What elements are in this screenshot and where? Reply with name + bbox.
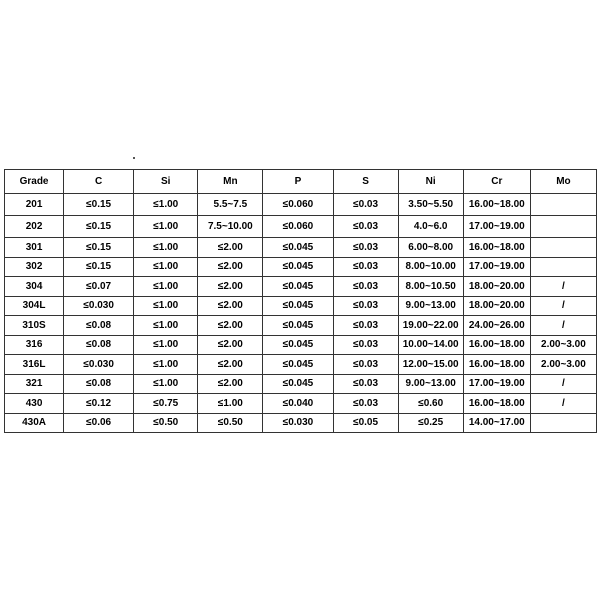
cell-mn: ≤2.00: [198, 374, 263, 394]
cell-mn: 5.5~7.5: [198, 194, 263, 216]
cell-mn: ≤2.00: [198, 238, 263, 258]
stray-dot-mark: [133, 157, 135, 159]
cell-mo: /: [530, 277, 596, 297]
header-ni: Ni: [398, 170, 463, 194]
cell-ni: 4.0~6.0: [398, 216, 463, 238]
cell-si: ≤1.00: [134, 316, 198, 336]
cell-mn: ≤1.00: [198, 394, 263, 414]
cell-cr: 16.00~18.00: [463, 355, 530, 375]
cell-cr: 16.00~18.00: [463, 335, 530, 355]
cell-p: ≤0.045: [263, 374, 333, 394]
cell-cr: 17.00~19.00: [463, 374, 530, 394]
cell-c: ≤0.08: [64, 316, 134, 336]
cell-grade: 310S: [5, 316, 64, 336]
cell-ni: ≤0.60: [398, 394, 463, 414]
cell-cr: 16.00~18.00: [463, 238, 530, 258]
cell-c: ≤0.12: [64, 394, 134, 414]
cell-grade: 301: [5, 238, 64, 258]
cell-mn: ≤2.00: [198, 335, 263, 355]
cell-grade: 316L: [5, 355, 64, 375]
cell-mn: ≤2.00: [198, 277, 263, 297]
cell-c: ≤0.030: [64, 355, 134, 375]
cell-p: ≤0.045: [263, 296, 333, 316]
cell-si: ≤0.75: [134, 394, 198, 414]
cell-mo: [530, 216, 596, 238]
cell-c: ≤0.15: [64, 257, 134, 277]
cell-ni: 9.00~13.00: [398, 296, 463, 316]
cell-p: ≤0.030: [263, 413, 333, 433]
cell-mn: 7.5~10.00: [198, 216, 263, 238]
cell-s: ≤0.03: [333, 355, 398, 375]
cell-cr: 18.00~20.00: [463, 277, 530, 297]
cell-ni: 10.00~14.00: [398, 335, 463, 355]
cell-mn: ≤2.00: [198, 316, 263, 336]
cell-ni: 9.00~13.00: [398, 374, 463, 394]
header-grade: Grade: [5, 170, 64, 194]
cell-si: ≤1.00: [134, 374, 198, 394]
header-p: P: [263, 170, 333, 194]
cell-c: ≤0.06: [64, 413, 134, 433]
cell-grade: 321: [5, 374, 64, 394]
cell-ni: 6.00~8.00: [398, 238, 463, 258]
cell-cr: 14.00~17.00: [463, 413, 530, 433]
cell-mn: ≤2.00: [198, 257, 263, 277]
table-row: [5, 257, 597, 277]
cell-mn: ≤0.50: [198, 413, 263, 433]
cell-cr: 24.00~26.00: [463, 316, 530, 336]
table-row: [5, 394, 597, 414]
header-mn: Mn: [198, 170, 263, 194]
cell-s: ≤0.03: [333, 316, 398, 336]
cell-s: ≤0.03: [333, 277, 398, 297]
cell-mn: ≤2.00: [198, 355, 263, 375]
cell-ni: 8.00~10.00: [398, 257, 463, 277]
cell-cr: 17.00~19.00: [463, 257, 530, 277]
cell-mo: 2.00~3.00: [530, 355, 596, 375]
header-s: S: [333, 170, 398, 194]
stainless-steel-composition-table: [4, 169, 597, 433]
cell-c: ≤0.15: [64, 238, 134, 258]
cell-s: ≤0.03: [333, 257, 398, 277]
cell-grade: 304L: [5, 296, 64, 316]
table-row: [5, 277, 597, 297]
cell-si: ≤0.50: [134, 413, 198, 433]
cell-si: ≤1.00: [134, 257, 198, 277]
cell-grade: 202: [5, 216, 64, 238]
cell-mo: /: [530, 296, 596, 316]
cell-p: ≤0.060: [263, 194, 333, 216]
cell-si: ≤1.00: [134, 194, 198, 216]
table-row: [5, 238, 597, 258]
cell-mo: /: [530, 316, 596, 336]
cell-mo: [530, 238, 596, 258]
cell-p: ≤0.060: [263, 216, 333, 238]
table-row: [5, 413, 597, 433]
cell-ni: 3.50~5.50: [398, 194, 463, 216]
cell-grade: 201: [5, 194, 64, 216]
header-cr: Cr: [463, 170, 530, 194]
cell-c: ≤0.030: [64, 296, 134, 316]
cell-mo: /: [530, 374, 596, 394]
cell-p: ≤0.045: [263, 238, 333, 258]
header-si: Si: [134, 170, 198, 194]
cell-s: ≤0.05: [333, 413, 398, 433]
cell-grade: 430: [5, 394, 64, 414]
cell-ni: 12.00~15.00: [398, 355, 463, 375]
cell-s: ≤0.03: [333, 216, 398, 238]
cell-s: ≤0.03: [333, 374, 398, 394]
cell-mo: /: [530, 394, 596, 414]
cell-si: ≤1.00: [134, 296, 198, 316]
cell-mo: [530, 194, 596, 216]
header-row: [5, 170, 597, 194]
cell-c: ≤0.07: [64, 277, 134, 297]
cell-mo: [530, 257, 596, 277]
cell-p: ≤0.045: [263, 257, 333, 277]
table-row: [5, 194, 597, 216]
cell-s: ≤0.03: [333, 238, 398, 258]
cell-si: ≤1.00: [134, 335, 198, 355]
table-row: [5, 335, 597, 355]
cell-mn: ≤2.00: [198, 296, 263, 316]
table-row: [5, 374, 597, 394]
cell-grade: 304: [5, 277, 64, 297]
cell-c: ≤0.15: [64, 216, 134, 238]
cell-si: ≤1.00: [134, 216, 198, 238]
table-row: [5, 355, 597, 375]
cell-grade: 316: [5, 335, 64, 355]
cell-s: ≤0.03: [333, 394, 398, 414]
cell-si: ≤1.00: [134, 238, 198, 258]
cell-c: ≤0.15: [64, 194, 134, 216]
cell-ni: ≤0.25: [398, 413, 463, 433]
cell-s: ≤0.03: [333, 335, 398, 355]
cell-c: ≤0.08: [64, 374, 134, 394]
cell-ni: 19.00~22.00: [398, 316, 463, 336]
cell-cr: 16.00~18.00: [463, 194, 530, 216]
cell-cr: 17.00~19.00: [463, 216, 530, 238]
cell-si: ≤1.00: [134, 355, 198, 375]
cell-cr: 16.00~18.00: [463, 394, 530, 414]
cell-c: ≤0.08: [64, 335, 134, 355]
cell-grade: 430A: [5, 413, 64, 433]
cell-p: ≤0.040: [263, 394, 333, 414]
table-row: [5, 296, 597, 316]
cell-mo: 2.00~3.00: [530, 335, 596, 355]
cell-p: ≤0.045: [263, 277, 333, 297]
cell-ni: 8.00~10.50: [398, 277, 463, 297]
cell-si: ≤1.00: [134, 277, 198, 297]
table-row: [5, 216, 597, 238]
cell-s: ≤0.03: [333, 296, 398, 316]
cell-p: ≤0.045: [263, 355, 333, 375]
cell-p: ≤0.045: [263, 335, 333, 355]
cell-s: ≤0.03: [333, 194, 398, 216]
header-c: C: [64, 170, 134, 194]
cell-cr: 18.00~20.00: [463, 296, 530, 316]
cell-mo: [530, 413, 596, 433]
table-row: [5, 316, 597, 336]
cell-grade: 302: [5, 257, 64, 277]
header-mo: Mo: [530, 170, 596, 194]
cell-p: ≤0.045: [263, 316, 333, 336]
